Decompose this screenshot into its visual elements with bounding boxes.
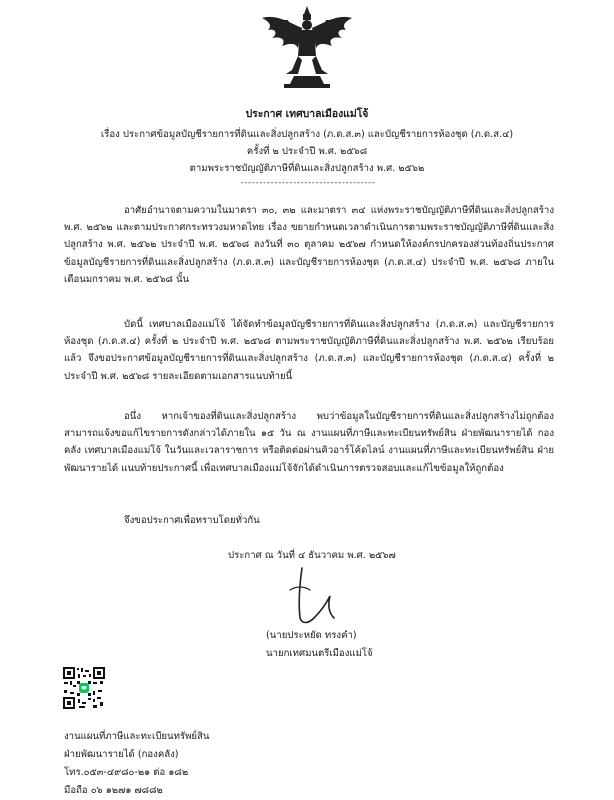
paragraph-correction [64, 408, 554, 477]
subject-line: เรื่อง ประกาศข้อมูลบัญชีรายการที่ดินและสิ่งปลูกสร้าง (ภ.ด.ส.๓) และบัญชีรายการห้องชุด (ภ.ด.ส.๔) [100, 129, 514, 140]
paragraph-authority-text: อาศัยอำนาจตามความในมาตรา ๓๐, ๓๒ และมาตรา ๓๔ แห่งพระราชบัญญัติภาษีที่ดินและสิ่งปลูกสร้าง พ.ศ. ๒๕๖๒ และตามประกาศกระทรวงมหาดไทย เรื่อง ขยายกำหนดเวลาดำเนินการตามพระราชบัญญัติภาษีที่ดินและสิ่งปลูกสร้าง พ.ศ. ๒๕๖๒ ประจำปี พ.ศ. ๒๕๖๘ ลงวันที่ ๓๐ ตุลาคม ๒๕๖๗ กำหนดให้องค์กรปกครองส่วนท้องถิ่นประกาศข้อมูลบัญชีรายการที่ดินและสิ่งปลูกสร้าง (ภ.ด.ส.๓) และบัญชีรายการห้องชุด (ภ.ด.ส.๔) ประจำปี พ.ศ. ๒๕๖๘ ภายใน เดือนมกราคม พ.ศ. ๒๕๖๘ นั้น [64, 205, 554, 285]
paragraph-closing-text: จึงขอประกาศเพื่อทราบโดยทั่วกัน [124, 515, 260, 526]
paragraph-announcement-text: บัดนี้ เทศบาลเมืองแม่โจ้ ได้จัดทำข้อมูลบัญชีรายการที่ดินและสิ่งปลูกสร้าง (ภ.ด.ส.๓) และบัญชีรายการห้องชุด (ภ.ด.ส.๔) ครั้งที่ ๒ ประจำปี พ.ศ. ๒๕๖๘ ตามพระราชบัญญัติภาษีที่ดินและสิ่งปลูกสร้าง พ.ศ. ๒๕๖๒ เรียบร้อยแล้ว จึงขอประกาศข้อมูลบัญชีรายการที่ดินและสิ่งปลูกสร้าง (ภ.ด.ส.๓) และบัญชีรายการห้องชุด (ภ.ด.ส.๔) ครั้งที่ ๒ ประจำปี พ.ศ. ๒๕๖๘ รายละเอียดตามเอกสารแนบท้ายนี้ [64, 319, 554, 382]
paragraph-closing [64, 512, 554, 529]
separator-line: ------------------------------------ [240, 178, 376, 188]
garuda-emblem-icon [258, 4, 356, 92]
act-line: ตามพระราชบัญญัติภาษีที่ดินและสิ่งปลูกสร้าง พ.ศ. ๒๕๖๒ [189, 163, 425, 174]
page-title: ประกาศ เทศบาลเมืองแม่โจ้ [245, 108, 369, 120]
signature-icon [270, 560, 360, 630]
contact-phone: โทร.๐๕๓-๔๙๘๐-๒๑ ต่อ ๑๘๒ [64, 767, 189, 778]
line-qr-code-icon[interactable] [62, 666, 106, 710]
contact-division: ฝ่ายพัฒนารายได้ (กองคลัง) [64, 749, 179, 760]
contact-mobile: มือถือ ๐๖ ๑๒๗๑ ๗๘๘๒ [64, 785, 163, 796]
signer-name: (นายประหยัด ทรงคำ) [266, 630, 357, 641]
paragraph-correction-text: อนึ่ง หากเจ้าของที่ดินและสิ่งปลูกสร้าง พบว่าข้อมูลในบัญชีรายการที่ดินและสิ่งปลูกสร้างไม่ถูกต้อง สามารถแจ้งขอแก้ไขรายการดังกล่าวได้ภายใน ๑๕ วัน ณ งานแผนที่ภาษีและทะเบียนทรัพย์สิน ฝ่ายพัฒนารายได้ กองคลัง เทศบาลเมืองแม่โจ้ ในวันและเวลาราชการ หรือติดต่อผ่านคิวอาร์โค้ดไลน์ งานแผนที่ภาษีและทะเบียนทรัพย์สิน ฝ่ายพัฒนารายได้ แนบท้ายประกาศนี้ เพื่อเทศบาลเมืองแม่โจ้จักได้ดำเนินการตรวจสอบและแก้ไขข้อมูลให้ถูกต้อง [64, 411, 554, 474]
paragraph-announcement [64, 316, 554, 385]
paragraph-authority [64, 202, 554, 288]
signer-position: นายกเทศมนตรีเมืองแม่โจ้ [266, 648, 373, 659]
announcement-date: ประกาศ ณ วันที่ ๔ ธันวาคม พ.ศ. ๒๕๖๗ [228, 550, 396, 561]
contact-unit: งานแผนที่ภาษีและทะเบียนทรัพย์สิน [64, 731, 210, 742]
round-line: ครั้งที่ ๒ ประจำปี พ.ศ. ๒๕๖๘ [246, 146, 368, 157]
